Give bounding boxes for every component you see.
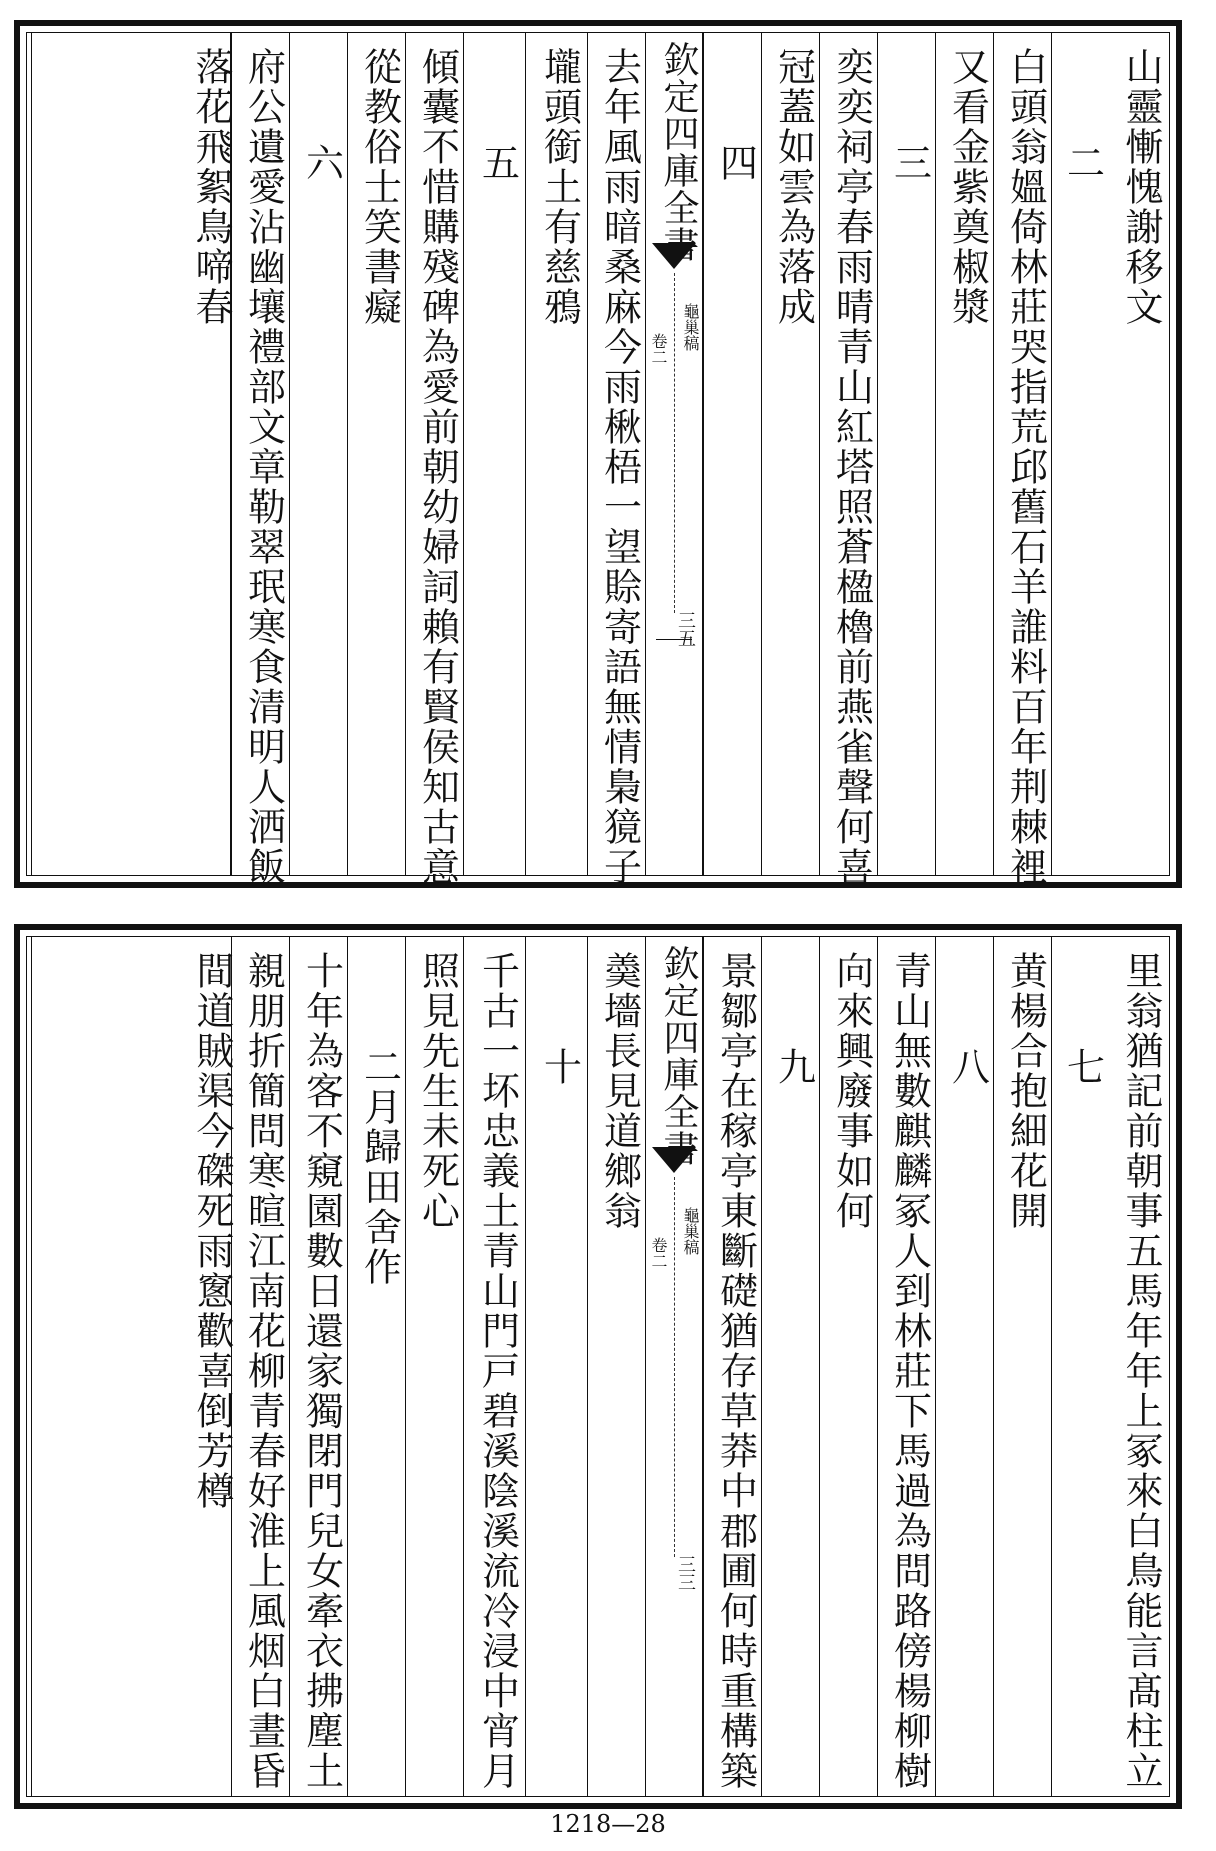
fishtail-mark [652, 243, 696, 269]
verse-line: 景鄒亭在稼亭東斷礎猶存草莽中郡圃何時重構築 [713, 951, 758, 1791]
column [231, 937, 289, 1796]
leaf-number: 三三 [675, 1555, 696, 1591]
verse-number: 十 [537, 1047, 582, 1087]
column [289, 33, 347, 875]
column [877, 33, 935, 875]
column [703, 937, 761, 1796]
column [525, 33, 587, 875]
column [819, 33, 877, 887]
volume-label: 卷二 [649, 333, 668, 365]
column [1107, 33, 1169, 875]
poem-title: 二月歸田舍作 [357, 1047, 402, 1287]
column [463, 937, 525, 1796]
side-title: 龜巢稿 [681, 303, 700, 351]
leaf-number: 三五 [675, 611, 696, 647]
column [993, 937, 1051, 1796]
book-title: 欽定四庫全書 [658, 41, 699, 263]
verse-line: 奕奕祠亭春雨晴青山紅塔照蒼楹櫓前燕雀聲何喜 [829, 47, 874, 887]
column [405, 937, 463, 1796]
verse-number: 二 [1060, 143, 1105, 183]
verse-number: 四 [713, 143, 758, 183]
column [1051, 937, 1107, 1796]
verse-line: 照見先生未死心 [415, 951, 460, 1231]
verse-line: 羮墻長見道鄉翁 [597, 951, 642, 1231]
verse-line: 十年為客不窺園數日還家獨閉門兒女牽衣拂塵土 [299, 951, 344, 1791]
column [587, 937, 645, 1796]
verse-line: 黄楊合抱細花開 [1003, 951, 1048, 1231]
verse-line: 向來興廢事如何 [829, 951, 874, 1231]
column [1107, 937, 1169, 1796]
verse-line: 白頭翁媼倚林莊哭指荒邱舊石羊誰料百年荆棘裡 [1003, 47, 1048, 887]
column [31, 33, 231, 875]
verse-line: 從教俗士笑書癡 [357, 47, 402, 327]
verse-line: 千古一坏忠義土青山門戸碧溪陰溪流冷浸中宵月 [475, 951, 520, 1791]
verse-line: 親朋折簡問寒暄江南花柳青春好淮上風烟白晝昏 [241, 951, 286, 1791]
verse-line: 間道賊渠今磔死雨窻歡喜倒芳樽 [190, 951, 234, 1511]
column [525, 937, 587, 1796]
verse-line: 壠頭銜土有慈鴉 [537, 47, 582, 327]
column [347, 937, 405, 1796]
page-code: 1218—28 [550, 1810, 666, 1838]
verse-number: 九 [771, 1047, 816, 1087]
column [935, 937, 993, 1796]
lower-page [14, 924, 1182, 1809]
fold-line [674, 273, 675, 613]
book-title: 欽定四庫全書 [658, 945, 699, 1167]
column [31, 937, 234, 1796]
column [231, 33, 289, 887]
fishtail-mark [652, 1147, 696, 1173]
verse-line: 又看金紫奠椒漿 [945, 47, 990, 327]
verse-line: 冠蓋如雲為落成 [771, 47, 816, 327]
verse-number: 八 [945, 1047, 990, 1087]
fold-end-line [656, 639, 692, 640]
column [877, 937, 935, 1796]
section-heading: 山靈慚愧謝移文 [1119, 47, 1163, 327]
verse-line: 傾囊不惜購殘碑為愛前朝幼婦詞賴有賢侯知古意 [415, 47, 460, 887]
column [1051, 33, 1107, 875]
center-fold [645, 937, 703, 1796]
upper-page-frame [26, 32, 1170, 887]
column [587, 33, 645, 887]
volume-label: 卷二 [649, 1237, 668, 1269]
column [993, 33, 1051, 887]
column [703, 33, 761, 875]
column [761, 937, 819, 1796]
verse-line: 去年風雨暗桑麻今雨楸梧一望賒寄語無情梟獍子 [597, 47, 642, 887]
verse-line: 青山無數麒麟冢人到林莊下馬過為問路傍楊柳樹 [887, 951, 932, 1791]
verse-line: 落花飛絮鳥啼春 [189, 47, 233, 327]
center-fold [645, 33, 703, 875]
verse-number: 三 [887, 143, 932, 183]
lower-page-frame [26, 936, 1170, 1797]
verse-line: 里翁猶記前朝事五馬年年上冢來白鳥能言髙柱立 [1119, 951, 1163, 1791]
fold-line [674, 1177, 675, 1557]
upper-page [14, 20, 1182, 888]
column [405, 33, 463, 887]
verse-number: 六 [299, 143, 344, 183]
column [463, 33, 525, 875]
verse-line: 府公遺愛沾幽壤禮部文章勒翠珉寒食清明人洒飯 [241, 47, 286, 887]
column [347, 33, 405, 875]
column [935, 33, 993, 875]
column [819, 937, 877, 1796]
verse-number: 七 [1060, 1047, 1105, 1087]
side-title: 龜巢稿 [681, 1207, 700, 1255]
verse-number: 五 [475, 143, 520, 183]
column [289, 937, 347, 1796]
column [761, 33, 819, 875]
